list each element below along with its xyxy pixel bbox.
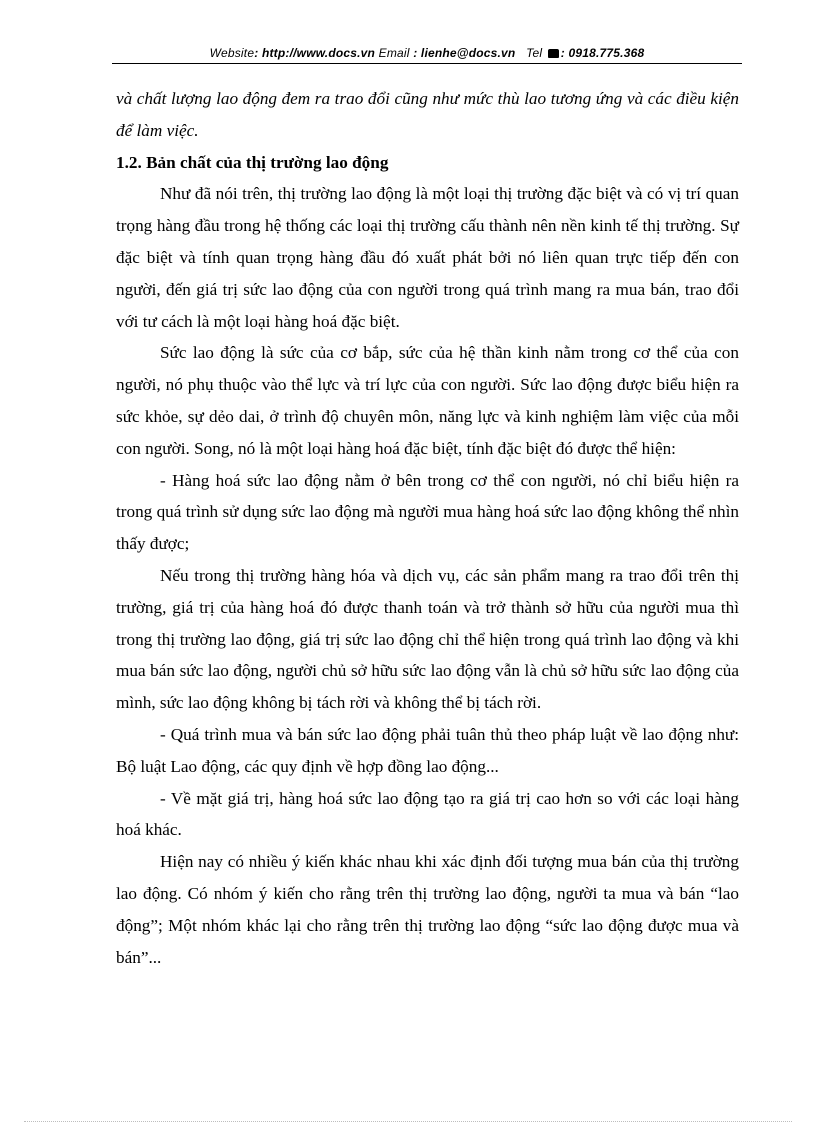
page-header — [112, 42, 742, 64]
phone-number: : 0918.775.368 — [560, 46, 645, 60]
email-label: Email — [378, 46, 410, 60]
website-label: Website — [209, 46, 255, 60]
bullet-paragraph: - Hàng hoá sức lao động nằm ở bên trong cơ thể con người, nó chỉ biểu hiện ra trong quá trình sử dụng sức lao động mà người mua hàng hoá sức lao động không thể nhìn thấy được; — [116, 470, 739, 554]
email-link[interactable]: lienhe@docs.vn — [420, 46, 516, 60]
page-bottom-border — [24, 1121, 792, 1122]
document-body — [116, 83, 739, 973]
website-separator: : — [254, 46, 262, 60]
bullet-paragraph: - Về mặt giá trị, hàng hoá sức lao động tạo ra giá trị cao hơn so với các loại hàng hoá khác. — [116, 788, 739, 840]
header-divider — [112, 63, 742, 64]
paragraph: Sức lao động là sức của cơ bắp, sức của hệ thần kinh nằm trong cơ thể của con người, nó phụ thuộc vào thể lực và trí lực của con người. Sức lao động được biểu hiện ra sức khỏe, sự dẻo dai, ở trình độ chuyên môn, năng lực và kinh nghiệm làm việc của mỗi con người. Song, nó là một loại hàng hoá đặc biệt, tính đặc biệt đó được thể hiện: — [116, 343, 739, 458]
tel-label: Tel — [526, 46, 543, 60]
phone-icon — [548, 49, 559, 58]
section-heading: 1.2. Bản chất của thị trường lao động — [116, 152, 389, 172]
bullet-paragraph: - Quá trình mua và bán sức lao động phải tuân thủ theo pháp luật về lao động như: Bộ luật Lao động, các quy định về hợp đồng lao động... — [116, 724, 739, 776]
paragraph: Nếu trong thị trường hàng hóa và dịch vụ, các sản phẩm mang ra trao đổi trên thị trường, giá trị của hàng hoá đó được thanh toán và trở thành sở hữu của người mua thì trong thị trường lao động, giá trị sức lao động chỉ thể hiện trong quá trình lao động và khi mua bán sức lao động, người chủ sở hữu sức lao động vẫn là chủ sở hữu sức lao động của mình, sức lao động không bị tách rời và không thể bị tách rời. — [116, 565, 739, 713]
paragraph: Như đã nói trên, thị trường lao động là một loại thị trường đặc biệt và có vị trí quan trọng hàng đầu trong hệ thống các loại thị trường cấu thành nên nền kinh tế thị trường. Sự đặc biệt và tính quan trọng hàng đầu đó xuất phát bởi nó liên quan trực tiếp đến con người, đến giá trị sức lao động của con người trong quá trình mang ra mua bán, trao đổi với tư cách là một loại hàng hoá đặc biệt. — [116, 184, 739, 331]
paragraph-continuation: và chất lượng lao động đem ra trao đổi cũng như mức thù lao tương ứng và các điều kiện để làm việc. — [116, 89, 739, 140]
website-link[interactable]: http://www.docs.vn — [261, 46, 376, 60]
paragraph: Hiện nay có nhiều ý kiến khác nhau khi xác định đối tượng mua bán của thị trường lao động. Có nhóm ý kiến cho rằng trên thị trường lao động, người ta mua và bán “lao động”; Một nhóm khác lại cho rằng trên thị trường lao động “sức lao động được mua và bán”... — [116, 852, 739, 967]
email-separator: : — [409, 46, 421, 60]
